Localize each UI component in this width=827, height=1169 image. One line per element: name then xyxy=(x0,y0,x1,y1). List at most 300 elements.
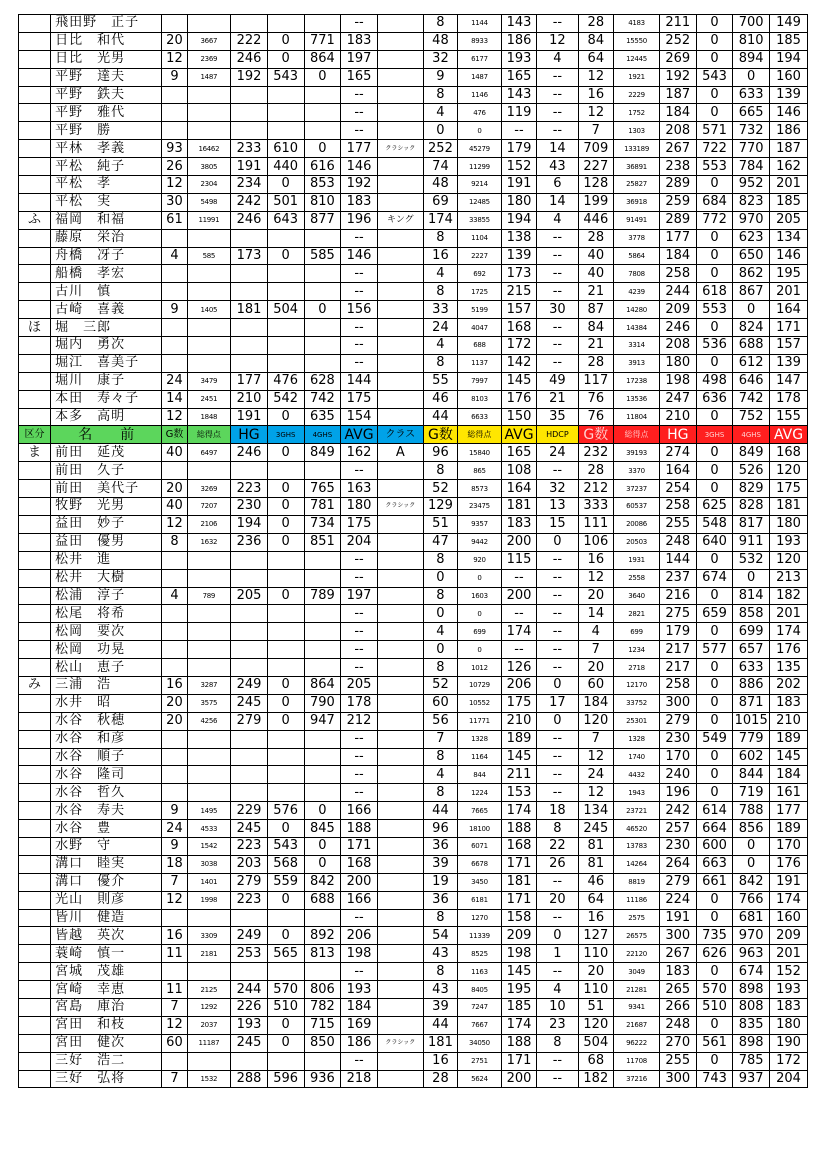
column-header: 区分 xyxy=(19,426,51,444)
score-cell: 164 xyxy=(501,480,537,498)
score-cell: 206 xyxy=(501,676,537,694)
table-row xyxy=(19,354,808,372)
score-cell: 0 xyxy=(267,891,304,909)
score-cell: 920 xyxy=(458,551,502,569)
score-cell: -- xyxy=(341,569,378,587)
score-cell xyxy=(267,122,304,140)
score-cell: 129 xyxy=(423,498,457,516)
score-cell xyxy=(377,86,423,104)
score-cell: -- xyxy=(537,748,578,766)
score-cell: 204 xyxy=(770,1070,808,1088)
score-cell: 52 xyxy=(423,480,457,498)
score-cell xyxy=(377,50,423,68)
player-name: 飛田野 正子 xyxy=(51,15,162,33)
score-cell: 661 xyxy=(696,873,733,891)
score-cell: 782 xyxy=(304,998,341,1016)
score-cell: 1752 xyxy=(614,104,660,122)
score-cell: 835 xyxy=(733,1016,770,1034)
score-cell xyxy=(267,337,304,355)
score-cell: 205 xyxy=(231,587,268,605)
score-cell: 23475 xyxy=(458,498,502,516)
score-cell: 8 xyxy=(423,659,457,677)
score-cell: 223 xyxy=(231,480,268,498)
section-kana xyxy=(19,354,51,372)
score-cell: 7 xyxy=(162,873,187,891)
table-row xyxy=(19,909,808,927)
score-cell: 12 xyxy=(578,784,614,802)
score-cell: -- xyxy=(537,68,578,86)
score-cell: 96 xyxy=(423,820,457,838)
score-cell: 663 xyxy=(696,855,733,873)
score-cell: 81 xyxy=(578,837,614,855)
player-name: 水谷 豊 xyxy=(51,820,162,838)
section-kana xyxy=(19,623,51,641)
score-cell: 0 xyxy=(696,354,733,372)
score-cell xyxy=(377,748,423,766)
score-cell: 0 xyxy=(267,50,304,68)
score-cell: 179 xyxy=(501,140,537,158)
score-cell: 74 xyxy=(423,158,457,176)
score-cell: 4 xyxy=(537,981,578,999)
score-cell: -- xyxy=(537,229,578,247)
section-kana xyxy=(19,605,51,623)
score-cell: 127 xyxy=(578,927,614,945)
score-cell xyxy=(304,462,341,480)
score-cell: 3450 xyxy=(458,873,502,891)
score-cell: 4533 xyxy=(187,820,231,838)
score-cell: 300 xyxy=(659,694,696,712)
player-name: 松浦 淳子 xyxy=(51,587,162,605)
score-cell: 226 xyxy=(231,998,268,1016)
score-cell: 44 xyxy=(423,802,457,820)
score-cell: -- xyxy=(537,641,578,659)
score-cell: 0 xyxy=(696,694,733,712)
score-cell: 1740 xyxy=(614,748,660,766)
score-cell: 205 xyxy=(341,676,378,694)
score-cell: 0 xyxy=(537,712,578,730)
score-cell: 230 xyxy=(659,730,696,748)
score-cell xyxy=(231,265,268,283)
score-cell: 12170 xyxy=(614,676,660,694)
score-cell: 600 xyxy=(696,837,733,855)
score-cell: 201 xyxy=(770,605,808,623)
score-cell: -- xyxy=(537,1052,578,1070)
score-cell xyxy=(187,569,231,587)
score-cell: 1603 xyxy=(458,587,502,605)
score-cell: 3913 xyxy=(614,354,660,372)
score-cell: 15840 xyxy=(458,444,502,462)
score-cell xyxy=(187,784,231,802)
score-cell: 60 xyxy=(423,694,457,712)
score-cell: -- xyxy=(341,265,378,283)
score-cell xyxy=(267,551,304,569)
player-name: 堀内 勇次 xyxy=(51,337,162,355)
score-cell: クラシック xyxy=(377,1034,423,1052)
score-cell: 5199 xyxy=(458,301,502,319)
score-cell: 36 xyxy=(423,891,457,909)
column-header-row xyxy=(19,426,808,444)
score-cell: 28 xyxy=(578,15,614,33)
score-cell: 0 xyxy=(423,605,457,623)
score-cell: 145 xyxy=(770,748,808,766)
score-cell: 781 xyxy=(304,498,341,516)
score-cell: 623 xyxy=(733,229,770,247)
score-cell: -- xyxy=(341,963,378,981)
score-cell: -- xyxy=(537,265,578,283)
score-cell: 0 xyxy=(696,462,733,480)
score-cell: 24 xyxy=(162,372,187,390)
score-cell: 9357 xyxy=(458,515,502,533)
score-cell: 1532 xyxy=(187,1070,231,1088)
score-cell: 40 xyxy=(578,247,614,265)
score-cell: 25301 xyxy=(614,712,660,730)
score-cell: 0 xyxy=(537,676,578,694)
score-cell: 657 xyxy=(733,641,770,659)
score-cell: 20 xyxy=(578,659,614,677)
score-cell: 16 xyxy=(578,86,614,104)
score-cell: 1224 xyxy=(458,784,502,802)
score-cell: 16 xyxy=(423,247,457,265)
score-cell xyxy=(267,104,304,122)
score-cell: 46 xyxy=(423,390,457,408)
table-row xyxy=(19,587,808,605)
score-cell: 247 xyxy=(659,390,696,408)
score-cell xyxy=(231,766,268,784)
score-cell: 1632 xyxy=(187,533,231,551)
score-cell: 864 xyxy=(304,50,341,68)
score-cell: 181 xyxy=(423,1034,457,1052)
score-cell: -- xyxy=(537,587,578,605)
score-cell xyxy=(377,1016,423,1034)
score-cell: 2451 xyxy=(187,390,231,408)
score-cell: 542 xyxy=(267,390,304,408)
score-cell: 189 xyxy=(770,820,808,838)
score-cell: 20 xyxy=(162,712,187,730)
score-cell: 46 xyxy=(578,873,614,891)
score-cell: 867 xyxy=(733,283,770,301)
section-kana: み xyxy=(19,676,51,694)
score-cell: 577 xyxy=(696,641,733,659)
score-cell xyxy=(377,641,423,659)
score-cell: 17 xyxy=(537,694,578,712)
score-cell xyxy=(187,86,231,104)
score-cell: -- xyxy=(341,748,378,766)
score-cell: 853 xyxy=(304,176,341,194)
score-cell: 242 xyxy=(659,802,696,820)
table-row xyxy=(19,945,808,963)
score-cell xyxy=(304,963,341,981)
player-name: 水谷 隆司 xyxy=(51,766,162,784)
score-cell: 911 xyxy=(733,533,770,551)
score-cell: 1015 xyxy=(734,713,768,729)
score-cell: 144 xyxy=(341,372,378,390)
score-cell xyxy=(267,569,304,587)
score-cell: 258 xyxy=(659,498,696,516)
score-cell: 13783 xyxy=(614,837,660,855)
score-cell: 198 xyxy=(501,945,537,963)
score-cell: 145 xyxy=(501,748,537,766)
score-cell xyxy=(377,963,423,981)
score-cell: 850 xyxy=(304,1034,341,1052)
section-kana xyxy=(19,515,51,533)
score-cell: 26575 xyxy=(614,927,660,945)
score-cell: 120 xyxy=(578,1016,614,1034)
table-row xyxy=(19,659,808,677)
score-cell: 177 xyxy=(770,802,808,820)
bowling-score-table xyxy=(18,14,808,1088)
table-row xyxy=(19,122,808,140)
score-cell: 227 xyxy=(578,158,614,176)
score-cell: 222 xyxy=(231,32,268,50)
section-kana xyxy=(19,551,51,569)
score-cell: 11708 xyxy=(614,1052,660,1070)
score-cell: 212 xyxy=(341,712,378,730)
score-cell xyxy=(377,533,423,551)
score-cell: 172 xyxy=(501,337,537,355)
score-cell: 3309 xyxy=(187,927,231,945)
score-cell: 146 xyxy=(341,247,378,265)
score-cell: 813 xyxy=(304,945,341,963)
score-cell xyxy=(304,659,341,677)
score-cell: 4256 xyxy=(187,712,231,730)
score-cell: 126 xyxy=(501,659,537,677)
score-cell: 8 xyxy=(423,784,457,802)
score-cell xyxy=(267,319,304,337)
score-cell: 145 xyxy=(501,372,537,390)
score-cell xyxy=(162,623,187,641)
score-cell: 81 xyxy=(578,855,614,873)
score-cell: 790 xyxy=(304,694,341,712)
score-cell: 14 xyxy=(578,605,614,623)
score-cell: -- xyxy=(537,963,578,981)
score-cell: 154 xyxy=(341,408,378,426)
score-cell: 149 xyxy=(770,15,808,33)
score-cell: 4 xyxy=(578,623,614,641)
score-cell: 18 xyxy=(537,802,578,820)
score-cell: 201 xyxy=(770,176,808,194)
score-cell xyxy=(162,354,187,372)
score-cell: 49 xyxy=(537,372,578,390)
section-kana xyxy=(19,122,51,140)
score-cell: 734 xyxy=(304,515,341,533)
score-cell: 810 xyxy=(733,32,770,50)
score-cell: 217 xyxy=(659,659,696,677)
score-cell: 0 xyxy=(267,1034,304,1052)
score-cell: 202 xyxy=(770,676,808,694)
score-cell: 20 xyxy=(578,587,614,605)
score-cell: 0 xyxy=(696,86,733,104)
score-cell: 15550 xyxy=(614,32,660,50)
score-cell xyxy=(304,605,341,623)
score-cell: 133189 xyxy=(614,140,660,158)
score-cell: 267 xyxy=(659,140,696,158)
section-kana xyxy=(19,873,51,891)
score-cell: 719 xyxy=(733,784,770,802)
score-cell: 849 xyxy=(304,444,341,462)
score-cell: 13536 xyxy=(614,390,660,408)
score-cell: 193 xyxy=(231,1016,268,1034)
player-name: 宮島 庫治 xyxy=(51,998,162,1016)
score-cell: 198 xyxy=(659,372,696,390)
player-name: 古崎 喜義 xyxy=(51,301,162,319)
score-cell: 190 xyxy=(770,1034,808,1052)
score-cell: 166 xyxy=(341,891,378,909)
score-cell: 186 xyxy=(501,32,537,50)
score-cell: 808 xyxy=(733,998,770,1016)
score-cell: 5624 xyxy=(458,1070,502,1088)
table-row xyxy=(19,855,808,873)
score-cell: 201 xyxy=(770,945,808,963)
score-cell: 2718 xyxy=(614,659,660,677)
score-cell: 4432 xyxy=(614,766,660,784)
score-cell: 176 xyxy=(501,390,537,408)
score-cell: 244 xyxy=(231,981,268,999)
score-cell: 20 xyxy=(162,694,187,712)
score-cell: 4 xyxy=(423,766,457,784)
section-kana xyxy=(19,498,51,516)
score-cell: 237 xyxy=(659,569,696,587)
score-cell: -- xyxy=(341,784,378,802)
score-cell: 48 xyxy=(423,176,457,194)
score-cell xyxy=(162,86,187,104)
score-cell: 191 xyxy=(770,873,808,891)
score-cell: 789 xyxy=(187,587,231,605)
player-name: 皆越 英次 xyxy=(51,927,162,945)
score-cell: 770 xyxy=(733,140,770,158)
score-cell: 1328 xyxy=(614,730,660,748)
score-cell: 9 xyxy=(162,68,187,86)
score-cell xyxy=(377,229,423,247)
score-cell: 178 xyxy=(770,390,808,408)
score-cell xyxy=(187,766,231,784)
score-cell: -- xyxy=(341,641,378,659)
score-cell: 8 xyxy=(423,15,457,33)
score-cell xyxy=(231,283,268,301)
score-cell: 191 xyxy=(659,909,696,927)
score-cell: 498 xyxy=(696,372,733,390)
score-cell: -- xyxy=(537,354,578,372)
player-name: 本多 高明 xyxy=(51,408,162,426)
score-cell: 7808 xyxy=(614,265,660,283)
section-kana xyxy=(19,158,51,176)
score-cell xyxy=(267,659,304,677)
score-cell: 823 xyxy=(733,193,770,211)
score-cell: 180 xyxy=(770,1016,808,1034)
score-cell xyxy=(267,1052,304,1070)
score-cell xyxy=(377,193,423,211)
score-cell xyxy=(304,784,341,802)
section-kana xyxy=(19,104,51,122)
score-cell: 183 xyxy=(770,998,808,1016)
player-name: 溝口 睦実 xyxy=(51,855,162,873)
score-cell: 171 xyxy=(341,837,378,855)
score-cell: 194 xyxy=(770,50,808,68)
score-cell: 178 xyxy=(341,694,378,712)
score-cell xyxy=(304,265,341,283)
score-cell: -- xyxy=(537,909,578,927)
score-cell: 180 xyxy=(770,515,808,533)
score-cell xyxy=(162,122,187,140)
score-cell: 191 xyxy=(231,158,268,176)
score-cell: 195 xyxy=(770,265,808,283)
score-cell: 23721 xyxy=(614,802,660,820)
score-cell: 4 xyxy=(537,50,578,68)
score-cell: 249 xyxy=(231,927,268,945)
score-cell: 2181 xyxy=(187,945,231,963)
score-cell: 788 xyxy=(733,802,770,820)
table-row xyxy=(19,301,808,319)
score-cell: 230 xyxy=(231,498,268,516)
score-cell: 9214 xyxy=(458,176,502,194)
score-cell: 213 xyxy=(770,569,808,587)
score-cell: -- xyxy=(341,354,378,372)
score-cell xyxy=(377,855,423,873)
score-cell: 21687 xyxy=(614,1016,660,1034)
score-cell: 1921 xyxy=(614,68,660,86)
score-cell: 253 xyxy=(231,945,268,963)
score-cell: 248 xyxy=(659,533,696,551)
score-cell: 12 xyxy=(162,408,187,426)
player-name: 平野 達夫 xyxy=(51,68,162,86)
table-row xyxy=(19,480,808,498)
score-cell: 171 xyxy=(501,855,537,873)
score-cell: 0 xyxy=(696,1016,733,1034)
score-cell: 0 xyxy=(696,176,733,194)
score-cell: 14 xyxy=(537,193,578,211)
section-kana xyxy=(19,533,51,551)
score-cell: 179 xyxy=(659,623,696,641)
score-cell: 0 xyxy=(696,587,733,605)
score-cell xyxy=(377,68,423,86)
score-cell: 0 xyxy=(267,176,304,194)
score-cell: 510 xyxy=(267,998,304,1016)
score-cell xyxy=(162,283,187,301)
section-kana xyxy=(19,247,51,265)
score-cell: 181 xyxy=(231,301,268,319)
score-cell: 7997 xyxy=(458,372,502,390)
score-cell: 1998 xyxy=(187,891,231,909)
score-cell: 11186 xyxy=(614,891,660,909)
score-cell: 743 xyxy=(696,1070,733,1088)
score-cell: 3370 xyxy=(614,462,660,480)
score-cell: 626 xyxy=(696,945,733,963)
score-cell: 171 xyxy=(501,1052,537,1070)
table-row xyxy=(19,927,808,945)
score-cell: 160 xyxy=(770,68,808,86)
score-cell xyxy=(377,104,423,122)
player-name: 松岡 要次 xyxy=(51,623,162,641)
score-cell: 1144 xyxy=(458,15,502,33)
score-cell: 898 xyxy=(733,1034,770,1052)
score-cell: 0 xyxy=(696,891,733,909)
score-cell xyxy=(377,1052,423,1070)
score-cell xyxy=(377,480,423,498)
score-cell: 152 xyxy=(770,963,808,981)
score-cell xyxy=(187,659,231,677)
table-row xyxy=(19,390,808,408)
score-cell: 844 xyxy=(458,766,502,784)
score-cell: 43 xyxy=(423,981,457,999)
score-cell: 22 xyxy=(537,837,578,855)
score-cell xyxy=(304,86,341,104)
table-row xyxy=(19,104,808,122)
score-cell xyxy=(267,909,304,927)
score-cell: 193 xyxy=(501,50,537,68)
score-cell xyxy=(377,873,423,891)
section-kana xyxy=(19,193,51,211)
score-cell: 646 xyxy=(733,372,770,390)
score-cell: 139 xyxy=(770,86,808,104)
